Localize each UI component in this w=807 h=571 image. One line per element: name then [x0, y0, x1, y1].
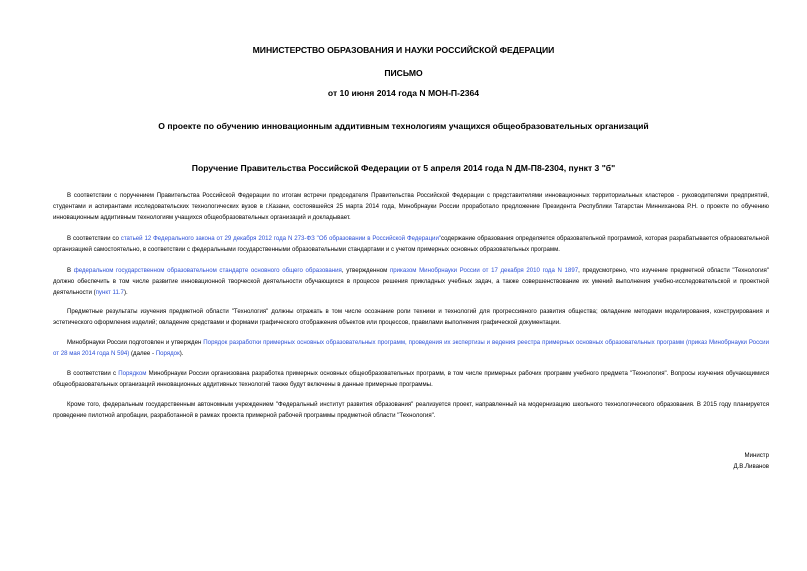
paragraph-4: Предметные результаты изучения предметной области "Технология" должны отражать в том числе осознание роли техники и технологий для прогрессивного развития общества; овладение методами моделирования, конструирования и эстетического оформления изделий; овладение средствами и формами графического отображения объектов или процессов, правилами выполнения графической документации. [53, 308, 769, 326]
education-standard-link[interactable]: федеральном государственном образовательном стандарте основного общего образования [73, 267, 342, 274]
signature-position: Министр [744, 452, 769, 459]
paragraph-6-text-a: В соответствии с [67, 370, 119, 377]
paragraph-2 [53, 233, 769, 255]
paragraph-5-text-a: Минобрнауки России подготовлен и утвержден [67, 339, 204, 346]
paragraph-1: В соответствии с поручением Правительства Российской Федерации по итогам встречи председателя Правительства Российской Федерации с представителями инновационных территориальных кластеров - руководителями предприятий, студентами и аспирантами исследовательских технологических вузов в г.Казани, состоявшейся 25 марта 2014 года, Минобрнауки России проработало предложение Президента Республики Татарстан Минниханова Р.Н. о проекте по обучению инновационным аддитивным технологиям учащихся общеобразовательных организаций и докладывает. [53, 192, 769, 221]
paragraph-5-text-d: ). [179, 350, 184, 357]
paragraph-3-text-a: В [67, 267, 74, 274]
law-article-12-link[interactable]: статьей 12 Федерального закона от 29 декабря 2012 года N 273-ФЗ "Об образовании в Российской Федерации" [120, 235, 442, 242]
document-subject: О проекте по обучению инновационным аддитивным технологиям учащихся общеобразовательных организаций [158, 121, 649, 131]
paragraph-3-text-c: , предусмотрено, что изучение предметной области "Технология" должно обеспечить в том числе развитие инновационной творческой деятельности обучающихся в процессе решения прикладных учебных задач, а также совершенствование их умений выполнения учебно-исследовательской и проектной деятельности ( [53, 267, 769, 296]
paragraph-3-text-b: , утвержденном [341, 267, 390, 274]
ministry-heading: МИНИСТЕРСТВО ОБРАЗОВАНИЯ И НАУКИ РОССИЙСКОЙ ФЕДЕРАЦИИ [252, 45, 555, 55]
paragraph-5 [53, 337, 769, 359]
paragraph-2-text-a: В соответствии со [67, 235, 121, 242]
paragraph-5-text-c: (далее - [129, 350, 156, 357]
procedure-short-link[interactable]: Порядок [155, 350, 180, 357]
clause-11-7-link[interactable]: пункт 11.7 [95, 289, 124, 296]
paragraph-3-text-d: ). [123, 289, 128, 296]
paragraph-3 [53, 265, 769, 298]
signature-name: Д.В.Ливанов [733, 463, 769, 470]
order-1897-link[interactable]: приказом Минобрнауки России от 17 декабря 2010 года N 1897 [389, 267, 579, 274]
paragraph-6-text-b: Минобрнауки России организована разработка примерных основных общеобразовательных программ, в том числе примерных рабочих программ учебного предмета "Технология". Вопросы изучения обучающимися общеобразовательных организаций инновационных аддитивных технологий также будут включены в данные примерные программы. [53, 370, 770, 388]
procedure-reference-link[interactable]: Порядком [118, 370, 147, 377]
order-594-link[interactable]: (приказ Минобрнауки России от 28 мая 2014 года N 594) [53, 339, 769, 357]
paragraph-6 [53, 368, 769, 390]
programs-procedure-link[interactable]: Порядок разработки примерных основных образовательных программ, проведения их экспертизы и ведения реестра примерных основных образовательных программ [203, 339, 685, 346]
document-date-number: от 10 июня 2014 года N МОН-П-2364 [327, 88, 480, 98]
government-instruction: Поручение Правительства Российской Федерации от 5 апреля 2014 года N ДМ-П8-2304, пункт 3 "б" [191, 163, 616, 173]
document-type: ПИСЬМО [384, 68, 423, 78]
paragraph-2-text-b: содержание образования определяется образовательной программой, которая разрабатывается образовательной организацией самостоятельно, в соответствии с федеральными государственными образовательными стандартами и с учетом примерных основных образовательных программ. [53, 235, 770, 253]
paragraph-7: Кроме того, федеральным государственным автономным учреждением "Федеральный институт развития образования" реализуется проект, направленный на модернизацию школьного технологического образования. В 2015 году планируется проведение пилотной апробации, разработанной в рамках проекта примерной рабочей программы предметной области "Технология". [53, 401, 769, 419]
